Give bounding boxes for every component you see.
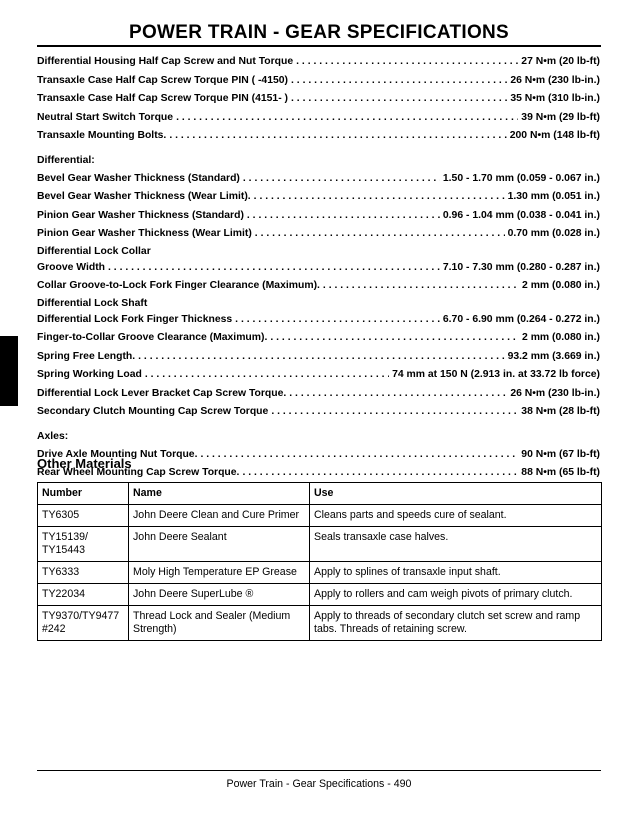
leader-dots [270,329,519,348]
spec-row [37,90,600,109]
spec-row [37,170,600,189]
table-header-row [38,483,602,505]
spec-label: Bevel Gear Washer Thickness (Wear Limit). [37,191,251,202]
leader-dots [291,90,507,109]
spec-value: 2 mm (0.080 in.) [522,332,600,343]
spec-label: Pinion Gear Washer Thickness (Standard) [37,209,244,221]
spec-row [37,348,600,367]
section-tab-marker [0,336,18,406]
spec-row [37,109,600,128]
spec-label: Transaxle Case Half Cap Screw Torque PIN ( -4150) [37,74,289,86]
leader-dots [200,446,518,465]
spec-value: 88 N•m (65 lb-ft) [521,467,600,478]
spec-value: 1.30 mm (0.051 in.) [507,191,600,202]
cell-use: Cleans parts and speeds cure of sealant. [310,505,602,527]
axles-heading: Axles: [37,430,69,442]
cell-name: John Deere SuperLube ® [129,584,310,606]
lock-shaft-specs [37,311,600,422]
table-row [38,527,602,562]
spec-row [37,225,600,244]
leader-dots [242,464,518,483]
spec-row [37,403,600,422]
column-header-use: Use [310,483,602,505]
cell-name: John Deere Sealant [129,527,310,562]
general-specs [37,53,600,146]
spec-label: Neutral Start Switch Torque [37,111,174,123]
leader-dots [138,348,504,367]
cell-use: Seals transaxle case halves. [310,527,602,562]
leader-dots [255,225,505,244]
spec-row-collar-groove-clearance [37,277,600,296]
leader-dots [271,403,518,422]
spec-row [37,329,600,348]
other-materials-heading: Other Materials [37,456,132,471]
spec-value: 2 mm (0.080 in.) [522,280,600,291]
spec-row [37,207,600,226]
cell-number: TY22034 [38,584,129,606]
leader-dots [296,53,518,72]
cell-use: Apply to rollers and cam weigh pivots of primary clutch. [310,584,602,606]
leader-dots [323,277,519,296]
lock-shaft-heading: Differential Lock Shaft [37,297,148,309]
leader-dots [176,109,518,128]
page-title: POWER TRAIN - GEAR SPECIFICATIONS [128,22,510,43]
spec-label: Finger-to-Collar Groove Clearance (Maximum). [37,332,268,343]
cell-name: Moly High Temperature EP Grease [129,562,310,584]
spec-value: 200 N•m (148 lb-ft) [509,130,600,141]
column-header-number: Number [38,483,129,505]
differential-heading: Differential: [37,154,95,166]
leader-dots [235,311,440,330]
spec-row [37,127,600,146]
spec-value: 74 mm at 150 N (2.913 in. at 33.72 lb force) [392,369,600,380]
spec-label: Drive Axle Mounting Nut Torque. [37,448,198,460]
leader-dots [145,366,389,385]
spec-value: 93.2 mm (3.669 in.) [507,350,600,362]
spec-value: 39 N•m (29 lb-ft) [521,111,600,123]
leader-dots [108,259,440,278]
spec-row-groove-width [37,259,600,278]
spec-row [37,72,600,91]
spec-value: 0.70 mm (0.028 in.) [507,228,600,239]
spec-label: Spring Free Length. [37,350,136,362]
spec-value: 26 N•m (230 lb-in.) [510,387,600,399]
spec-label: Groove Width [37,261,106,273]
spec-value: 35 N•m (310 lb-in.) [510,93,600,104]
cell-name: John Deere Clean and Cure Primer [129,505,310,527]
page-footer: Power Train - Gear Specifications - 490 [226,778,412,790]
cell-number: TY9370/TY9477 #242 [38,606,129,641]
spec-value: 27 N•m (20 lb-ft) [521,56,600,67]
other-materials-table [37,482,602,641]
spec-label: Collar Groove-to-Lock Fork Finger Clearance (Maximum). [37,280,320,291]
table-row [38,584,602,606]
table-row [38,505,602,527]
spec-value: 0.96 - 1.04 mm (0.038 - 0.041 in.) [442,209,600,221]
leader-dots [289,385,507,404]
spec-value: 1.50 - 1.70 mm (0.059 - 0.067 in.) [442,172,600,184]
cell-use: Apply to splines of transaxle input shaft. [310,562,602,584]
cell-number: TY6333 [38,562,129,584]
cell-name: Thread Lock and Sealer (Medium Strength) [129,606,310,641]
cell-number: TY15139/ TY15443 [38,527,129,562]
title-rule [37,45,601,47]
column-header-name: Name [129,483,310,505]
spec-row [37,53,600,72]
spec-label: Transaxle Mounting Bolts. [37,130,167,141]
spec-label: Secondary Clutch Mounting Cap Screw Torque [37,406,269,417]
spec-label: Rear Wheel Mounting Cap Screw Torque. [37,467,240,478]
leader-dots [247,207,440,226]
table-row [38,562,602,584]
footer-rule [37,770,601,771]
leader-dots [169,127,506,146]
spec-row [37,366,600,385]
spec-label: Differential Lock Fork Finger Thickness [37,313,233,325]
cell-number: TY6305 [38,505,129,527]
materials-table-body [38,505,602,641]
leader-dots [243,170,440,189]
differential-specs [37,170,600,244]
spec-label: Differential Lock Lever Bracket Cap Screw Torque. [37,387,287,399]
spec-label: Differential Housing Half Cap Screw and Nut Torque [37,56,294,67]
spec-value: 7.10 - 7.30 mm (0.280 - 0.287 in.) [442,261,600,273]
spec-row [37,311,600,330]
leader-dots [254,188,505,207]
spec-value: 90 N•m (67 lb-ft) [521,448,600,460]
spec-value: 26 N•m (230 lb-in.) [510,74,600,86]
cell-use: Apply to threads of secondary clutch set screw and ramp tabs. Threads of retaining screw. [310,606,602,641]
spec-value: 38 N•m (28 lb-ft) [521,406,600,417]
spec-row [37,385,600,404]
leader-dots [291,72,507,91]
spec-label: Transaxle Case Half Cap Screw Torque PIN (4151- ) [37,93,289,104]
spec-label: Bevel Gear Washer Thickness (Standard) [37,172,240,184]
spec-label: Pinion Gear Washer Thickness (Wear Limit) [37,228,252,239]
specifications-list [37,53,600,483]
lock-collar-heading: Differential Lock Collar [37,245,151,257]
spec-label: Spring Working Load [37,369,142,380]
table-row [38,606,602,641]
spec-value: 6.70 - 6.90 mm (0.264 - 0.272 in.) [442,313,600,325]
spec-row [37,188,600,207]
